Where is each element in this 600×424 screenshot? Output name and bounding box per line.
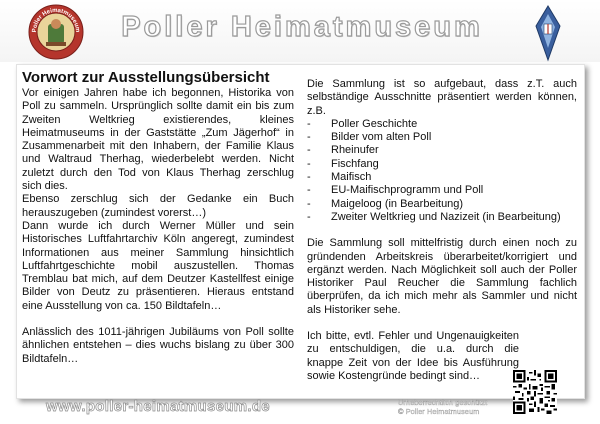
book-paragraph: Ebenso zerschlug sich der Gedanke ein Buch herauszugeben (zumindest vorerst…) bbox=[22, 193, 294, 219]
left-column bbox=[22, 69, 294, 366]
working-group-paragraph: Die Sammlung soll mittelfristig durch einen noch zu gründenden Arbeitskreis überarbeitet/korrigiert und ergänzt werden. Nach Möglichkeit soll auch der Poller Historiker Paul Reucher die Sammlung fachlich überprüfen, da ich mich mehr als Sammler und nicht als Historiker sehe. bbox=[307, 237, 577, 316]
apology-paragraph: Ich bitte, evtl. Fehler und Ungenauigkeiten zu entschuldigen, die u.a. durch die knappe Zeit von der Idee bis Ausführung sowie Kostengründe bedingt sind… bbox=[307, 330, 519, 382]
topic-list bbox=[307, 118, 577, 224]
list-item: - Maigeloog (in Bearbeitung) bbox=[307, 197, 464, 210]
list-item: - EU-Maifischprogramm und Poll bbox=[307, 184, 484, 197]
list-item: - Zweiter Weltkrieg und Nazizeit (in Bearbeitung) bbox=[307, 210, 561, 223]
right-column bbox=[307, 78, 577, 383]
copyright-line-1: Urheberrechtlich geschützt bbox=[398, 398, 488, 407]
list-item: - Poller Geschichte bbox=[307, 117, 418, 130]
exhibition-paragraph: Dann wurde ich durch Werner Müller und sein Historisches Luftfahrtarchiv Köln angeregt, zumindest Informationen aus meiner Sammlung hinsichtlich Luftfahrtgeschichte mobil auszustellen. Thomas Tremblau bat mich, auf dem Deutzer Kastellfest einige Bilder von Deutz zu präsentieren. Hieraus entstand eine Ausstellung von ca. 150 Bildtafeln… bbox=[22, 219, 294, 312]
list-item: - Bilder vom alten Poll bbox=[307, 131, 432, 144]
qr-code-icon[interactable] bbox=[513, 370, 557, 414]
emblem-lettering: Poller Heimatmuseum bbox=[31, 7, 81, 33]
coat-of-arms-icon bbox=[534, 4, 562, 62]
intro-paragraph: Vor einigen Jahren habe ich begonnen, Historika von Poll zu sammeln. Ursprünglich sollte damit ein bis zum Zweiten Weltkrieg existierendes, kleines Heimatmuseums in der Gaststätte „Zum Jägerhof“ in Zusammenarbeit mit den Inhabern, der Familie Klaus und Waltraud Therhag, wiederbelebt werden. Nicht zuletzt durch den Tod von Klaus Therhag zerschlug sich dies. bbox=[22, 87, 294, 193]
list-item: - Rheinufer bbox=[307, 144, 379, 157]
site-title: Poller Heimatmuseum bbox=[121, 11, 483, 43]
copyright-line-2: © Poller Heimatmuseum bbox=[398, 407, 480, 416]
anniversary-paragraph: Anlässlich des 1011-jährigen Jubiläums von Poll sollte ähnlichen entstehen – dies wuchs bislang zu über 300 Bildtafeln… bbox=[22, 326, 294, 365]
list-item: - Fischfang bbox=[307, 157, 379, 170]
article-heading: Vorwort zur Ausstellungsübersicht bbox=[22, 69, 270, 86]
page-header bbox=[0, 0, 600, 62]
copyright-notice bbox=[398, 398, 508, 416]
poller-heimatmuseum-emblem-icon bbox=[28, 4, 84, 60]
website-url[interactable]: www.poller-heimatmuseum.de bbox=[46, 398, 270, 415]
list-item: - Maifisch bbox=[307, 171, 372, 184]
collection-intro: Die Sammlung ist so aufgebaut, dass z.T. auch selbständige Ausschnitte präsentiert werden können, z.B. bbox=[307, 78, 577, 117]
